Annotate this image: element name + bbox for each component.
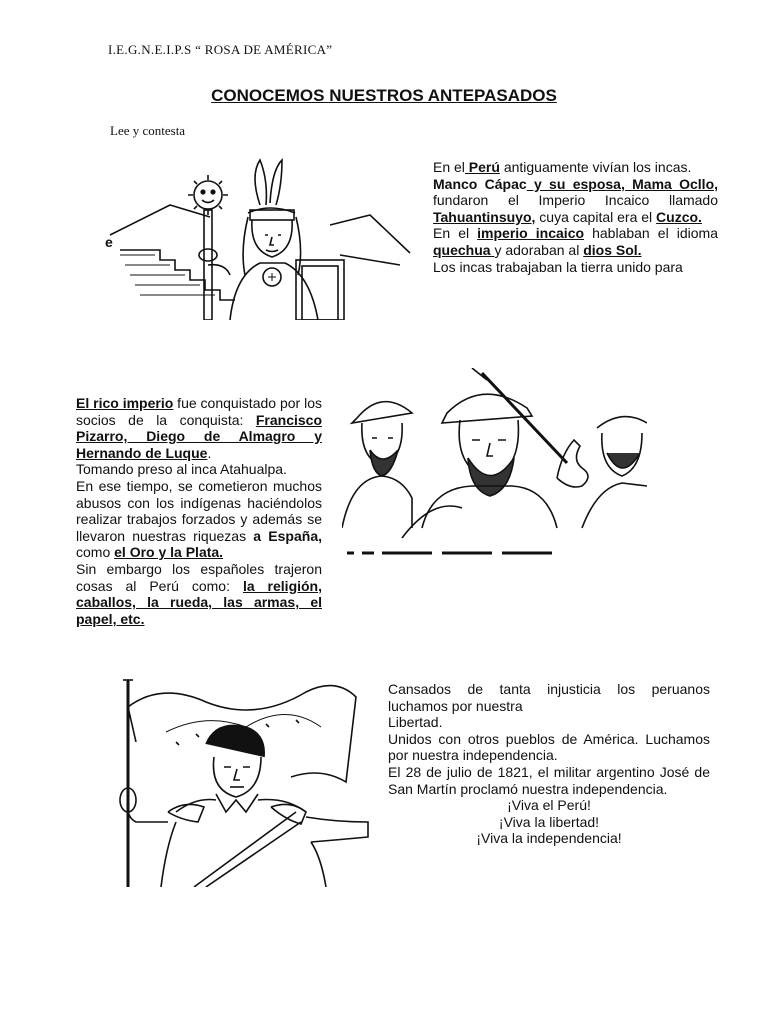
paragraph-incas: En el Perú antiguamente vivían los incas. Manco Cápac y su esposa, Mama Ocllo, fundaron el Imperio Incaico llamado Tahuantinsuyo, cuya capital era el Cuzco. En el imperio incaico hablaban el idioma quechua y adoraban al dios Sol. Los incas trabajaban la tierra unido para — [433, 159, 718, 275]
cheer-peru: ¡Viva el Perú! — [507, 797, 591, 814]
page-title: CONOCEMOS NUESTROS ANTEPASADOS — [211, 86, 557, 105]
cheer-libertad: ¡Viva la libertad! — [498, 813, 600, 830]
paragraph-conquest: El rico imperio fue conquistado por los socios de la conquista: Francisco Pizarro, Diego de Almagro y Hernando de Luque. Tomando preso al inca Atahualpa. En ese tiempo, se cometieron muchos abusos con los indígenas haciéndolos realizar trabajos forzados y además se llevaron nuestras riquezas a España, como el Oro y la Plata. Sin embargo los españoles trajeron cosas al Perú como: la religión, caballos, la rueda, las armas, el papel, etc. — [76, 395, 323, 627]
paragraph-independence: Cansados de tanta injusticia los peruanos luchamos por nuestra Libertad. Unidos con otros pueblos de América. Luchamos por nuestra independencia. El 28 de julio de 1821, el militar argentino José de San Martín proclamó nuestra independencia. ¡Viva el Perú! ¡Viva la libertad! ¡Viva la independencia! — [388, 681, 710, 847]
cheer-independencia: ¡Viva la independencia! — [476, 830, 622, 847]
school-name: I.E.G.N.E.I.P.S “ ROSA DE AMÉRICA” — [108, 42, 333, 57]
instruction: Lee y contesta — [110, 123, 186, 138]
svg-text:e: e — [105, 234, 113, 250]
san-martin-illustration — [106, 672, 376, 887]
conquistadors-illustration — [342, 368, 647, 558]
inca-illustration — [100, 155, 420, 320]
